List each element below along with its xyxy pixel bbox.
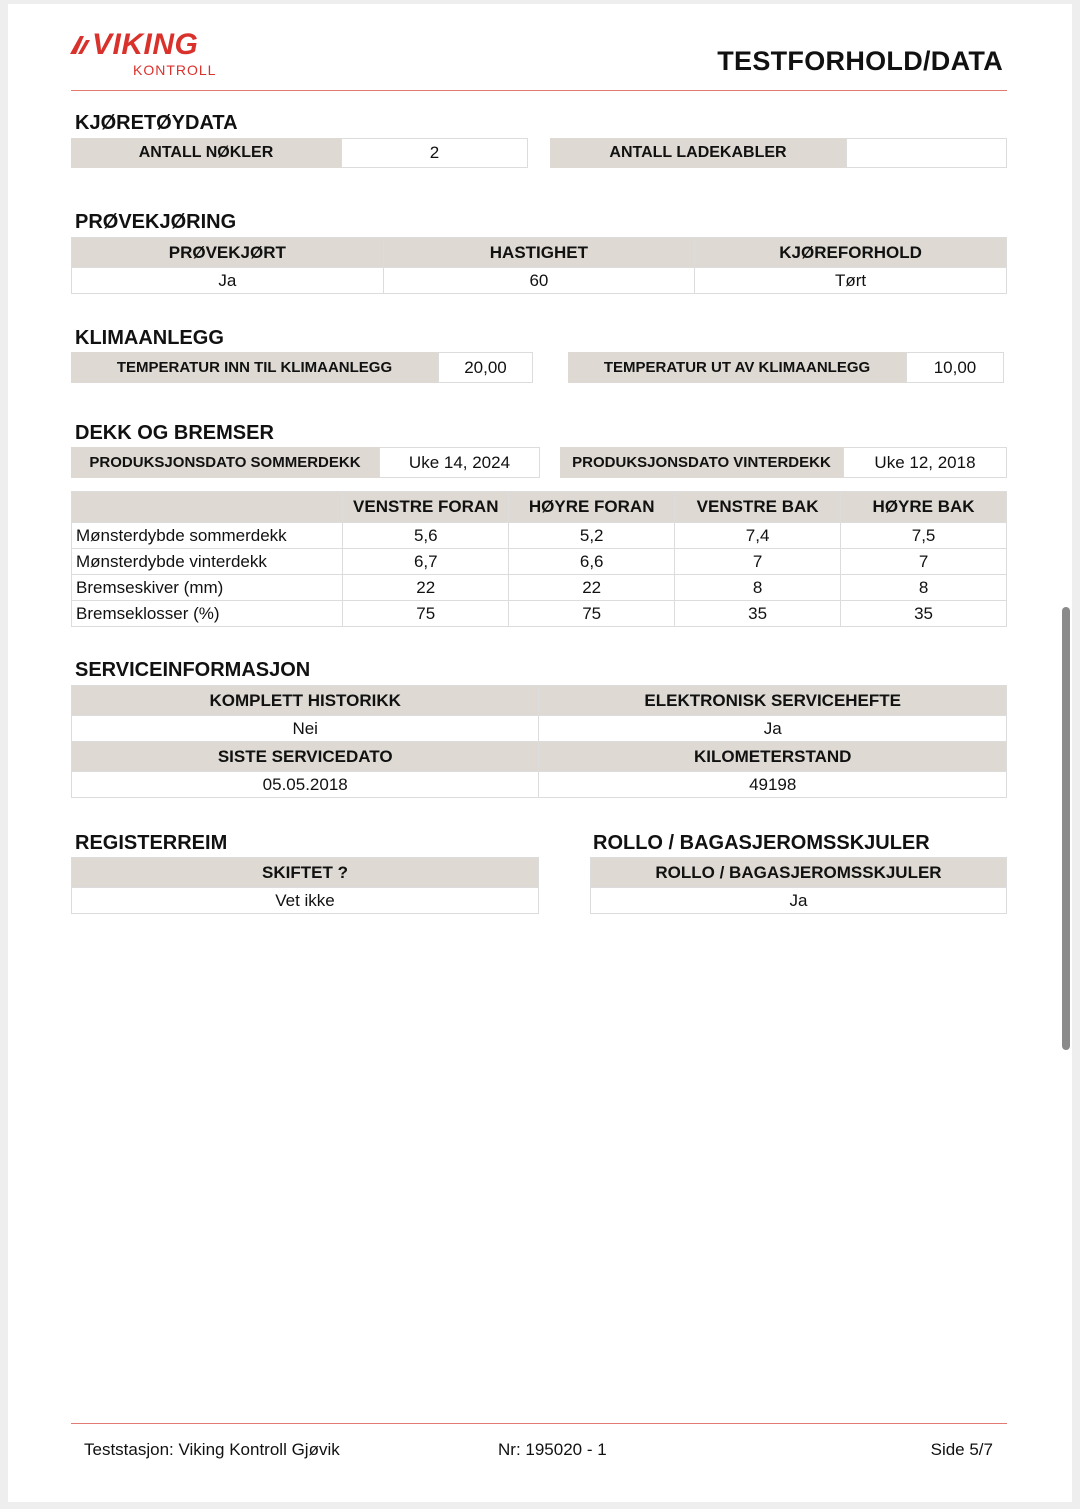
antall-ladekabler-label: ANTALL LADEKABLER <box>550 138 846 168</box>
rollo-heading: ROLLO / BAGASJEROMSSKJULER <box>593 832 930 854</box>
kjoreforhold-value: Tørt <box>695 268 1007 294</box>
cell: 75 <box>509 601 675 627</box>
row-label: Bremseklosser (%) <box>72 601 343 627</box>
scrollbar-thumb[interactable] <box>1062 607 1070 1050</box>
footer-nr: Nr: 195020 - 1 <box>498 1440 607 1459</box>
col-venstre-bak: VENSTRE BAK <box>675 492 841 523</box>
cell: 5,6 <box>343 523 509 549</box>
page <box>8 4 1072 1502</box>
cell: 22 <box>343 575 509 601</box>
cell: 35 <box>675 601 841 627</box>
cell: 22 <box>509 575 675 601</box>
col-hoyre-bak: HØYRE BAK <box>841 492 1007 523</box>
elektronisk-servicehefte-header: ELEKTRONISK SERVICEHEFTE <box>539 686 1007 716</box>
komplett-historikk-value: Nei <box>72 716 539 742</box>
kilometerstand-value: 49198 <box>539 772 1007 798</box>
vinterdekk-value: Uke 12, 2018 <box>843 447 1007 478</box>
sommerdekk-label: PRODUKSJONSDATO SOMMERDEKK <box>71 447 379 478</box>
rollo-table <box>590 857 1007 914</box>
service-heading: SERVICEINFORMASJON <box>75 659 311 681</box>
sommerdekk-value: Uke 14, 2024 <box>379 447 540 478</box>
viking-logo <box>70 28 217 78</box>
cell: 6,7 <box>343 549 509 575</box>
table-row <box>72 601 1007 627</box>
registerreim-heading: REGISTERREIM <box>75 832 228 854</box>
skiftet-value: Vet ikke <box>72 888 539 914</box>
klimaanlegg-heading: KLIMAANLEGG <box>75 327 224 349</box>
elektronisk-servicehefte-value: Ja <box>539 716 1007 742</box>
temp-inn-value: 20,00 <box>438 352 533 383</box>
komplett-historikk-header: KOMPLETT HISTORIKK <box>72 686 539 716</box>
dekk-corner <box>72 492 343 523</box>
dekk-table <box>71 491 1007 627</box>
hastighet-value: 60 <box>383 268 695 294</box>
kjoretoydata-heading: KJØRETØYDATA <box>75 112 238 134</box>
row-label: Mønsterdybde sommerdekk <box>72 523 343 549</box>
hastighet-header: HASTIGHET <box>383 238 695 268</box>
antall-nokler-value: 2 <box>341 138 528 168</box>
col-hoyre-foran: HØYRE FORAN <box>509 492 675 523</box>
provekjoring-heading: PRØVEKJØRING <box>75 211 237 233</box>
logo-word: VIKING <box>92 28 199 61</box>
table-row <box>72 575 1007 601</box>
cell: 35 <box>841 601 1007 627</box>
row-label: Bremseskiver (mm) <box>72 575 343 601</box>
header-divider <box>71 90 1007 91</box>
kilometerstand-header: KILOMETERSTAND <box>539 742 1007 772</box>
footer-divider <box>71 1423 1007 1424</box>
skiftet-header: SKIFTET ? <box>72 858 539 888</box>
registerreim-table <box>71 857 539 914</box>
temp-inn-label: TEMPERATUR INN TIL KLIMAANLEGG <box>71 352 438 383</box>
cell: 5,2 <box>509 523 675 549</box>
table-row <box>72 549 1007 575</box>
footer-page-number: Side 5/7 <box>930 1440 993 1459</box>
logo-mark-icon <box>70 36 90 54</box>
rollo-value: Ja <box>591 888 1007 914</box>
siste-servicedato-value: 05.05.2018 <box>72 772 539 798</box>
cell: 8 <box>675 575 841 601</box>
dekk-heading: DEKK OG BREMSER <box>75 422 274 444</box>
service-table <box>71 685 1007 798</box>
antall-ladekabler-value <box>846 138 1007 168</box>
cell: 6,6 <box>509 549 675 575</box>
provekjoring-table <box>71 237 1007 294</box>
footer-teststasjon: Teststasjon: Viking Kontroll Gjøvik <box>84 1440 340 1459</box>
siste-servicedato-header: SISTE SERVICEDATO <box>72 742 539 772</box>
temp-ut-value: 10,00 <box>906 352 1004 383</box>
rollo-header: ROLLO / BAGASJEROMSSKJULER <box>591 858 1007 888</box>
temp-ut-label: TEMPERATUR UT AV KLIMAANLEGG <box>568 352 906 383</box>
col-venstre-foran: VENSTRE FORAN <box>343 492 509 523</box>
cell: 8 <box>841 575 1007 601</box>
cell: 75 <box>343 601 509 627</box>
cell: 7,4 <box>675 523 841 549</box>
table-row <box>72 523 1007 549</box>
page-title: TESTFORHOLD/DATA <box>717 46 1003 76</box>
logo-sub: KONTROLL <box>133 62 217 78</box>
cell: 7,5 <box>841 523 1007 549</box>
row-label: Mønsterdybde vinterdekk <box>72 549 343 575</box>
provekjort-header: PRØVEKJØRT <box>72 238 384 268</box>
provekjort-value: Ja <box>72 268 384 294</box>
vinterdekk-label: PRODUKSJONSDATO VINTERDEKK <box>560 447 843 478</box>
antall-nokler-label: ANTALL NØKLER <box>71 138 341 168</box>
cell: 7 <box>675 549 841 575</box>
cell: 7 <box>841 549 1007 575</box>
kjoreforhold-header: KJØREFORHOLD <box>695 238 1007 268</box>
